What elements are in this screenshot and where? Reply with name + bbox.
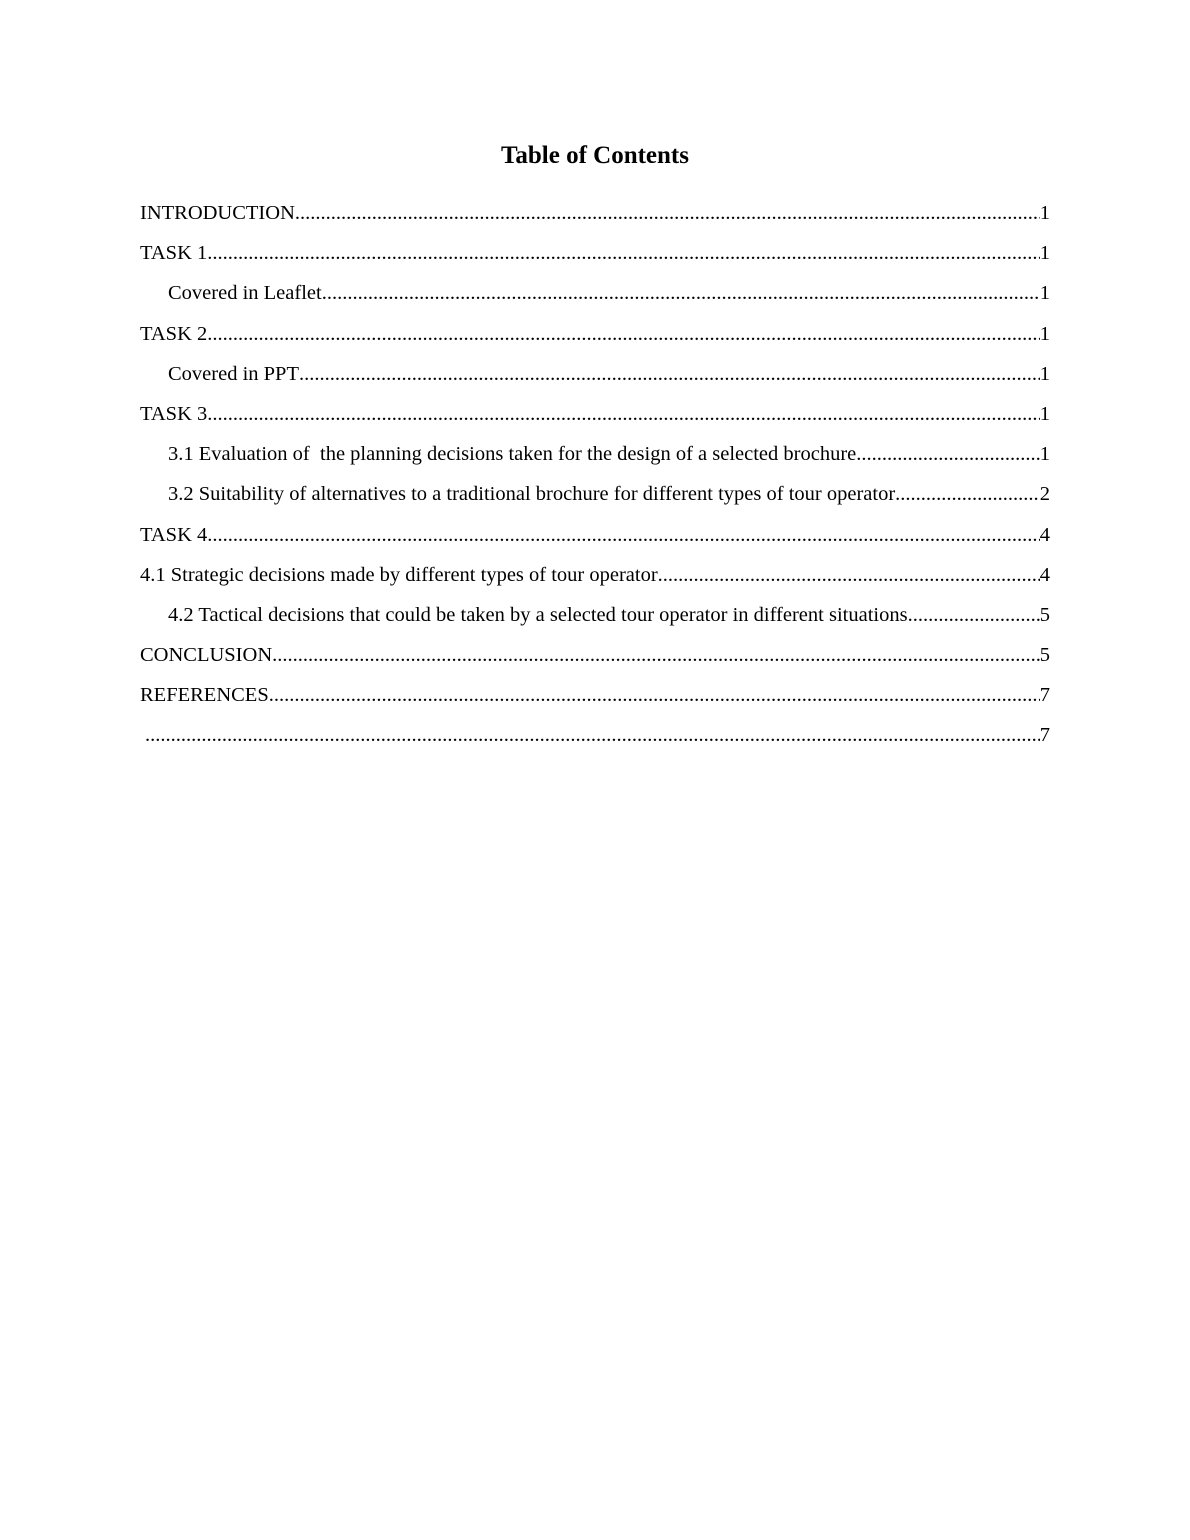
toc-entry-section-3-2[interactable] (140, 477, 1050, 517)
toc-dot-leader (207, 518, 1039, 552)
toc-entry-references[interactable] (140, 678, 1050, 718)
toc-dot-leader (272, 638, 1040, 672)
toc-entry-covered-in-ppt[interactable] (140, 357, 1050, 397)
toc-entry-page-number: 1 (1039, 202, 1050, 224)
toc-entry-label: 3.2 Suitability of alternatives to a traditional brochure for different types of tour operator (168, 483, 896, 506)
toc-entry-task-3[interactable] (140, 397, 1050, 437)
toc-title: Table of Contents (501, 142, 689, 169)
toc-dot-leader (207, 236, 1039, 270)
toc-dot-leader (856, 437, 1040, 471)
toc-entry-page-number: 2 (1039, 483, 1050, 506)
toc-entry-label: TASK 3 (140, 402, 208, 425)
toc-entry-label: Covered in Leaflet (168, 282, 322, 305)
toc-dot-leader (658, 558, 1040, 592)
toc-entry-label: 4.2 Tactical decisions that could be taken by a selected tour operator in different situations (168, 603, 908, 626)
toc-dot-leader (295, 196, 1040, 230)
toc-entry-label: 3.1 Evaluation of the planning decisions taken for the design of a selected brochure (168, 443, 857, 466)
toc-dot-leader (299, 357, 1040, 391)
toc-entry-label: INTRODUCTION (140, 202, 295, 224)
toc-entry-page-number: 1 (1039, 282, 1050, 305)
toc-dot-leader (895, 477, 1040, 511)
toc-entry-task-2[interactable] (140, 317, 1050, 357)
toc-entry-page-number: 1 (1039, 362, 1050, 385)
toc-entry-untitled[interactable] (140, 718, 1050, 758)
toc-entry-page-number: 1 (1039, 242, 1050, 265)
toc-entry-page-number: 4 (1039, 563, 1050, 586)
toc-entry-page-number: 4 (1039, 523, 1050, 546)
toc-entry-page-number: 1 (1039, 322, 1050, 345)
toc-entry-conclusion[interactable] (140, 638, 1050, 678)
toc-entry-section-4-1[interactable] (140, 558, 1050, 598)
toc-entry-label: 4.1 Strategic decisions made by different types of tour operator (140, 563, 658, 586)
toc-entry-label: TASK 2 (140, 322, 208, 345)
toc-entry-page-number: 7 (1039, 724, 1050, 747)
toc-entry-page-number: 5 (1039, 644, 1050, 667)
toc-dot-leader (322, 276, 1040, 310)
toc-entry-label: CONCLUSION (140, 644, 273, 667)
toc-entry-page-number: 1 (1039, 443, 1050, 466)
toc-dot-leader (207, 317, 1039, 351)
toc-entry-label: REFERENCES (140, 684, 269, 707)
toc-entry-page-number: 1 (1039, 402, 1050, 425)
toc-entry-section-3-1[interactable] (140, 437, 1050, 477)
toc-entry-label: Covered in PPT (168, 362, 299, 385)
toc-dot-leader (908, 598, 1040, 632)
toc-entry-task-4[interactable] (140, 518, 1050, 558)
toc-list (140, 196, 1050, 759)
toc-dot-leader (207, 397, 1039, 431)
toc-entry-section-4-2[interactable] (140, 598, 1050, 638)
toc-dot-leader (145, 718, 1040, 752)
toc-entry-page-number: 7 (1039, 684, 1050, 707)
toc-entry-covered-in-leaflet[interactable] (140, 276, 1050, 316)
toc-entry-task-1[interactable] (140, 236, 1050, 276)
toc-entry-label: TASK 4 (140, 523, 208, 546)
toc-dot-leader (269, 678, 1040, 712)
toc-entry-introduction[interactable] (140, 196, 1050, 236)
toc-entry-label: TASK 1 (140, 242, 208, 265)
toc-entry-page-number: 5 (1039, 603, 1050, 626)
